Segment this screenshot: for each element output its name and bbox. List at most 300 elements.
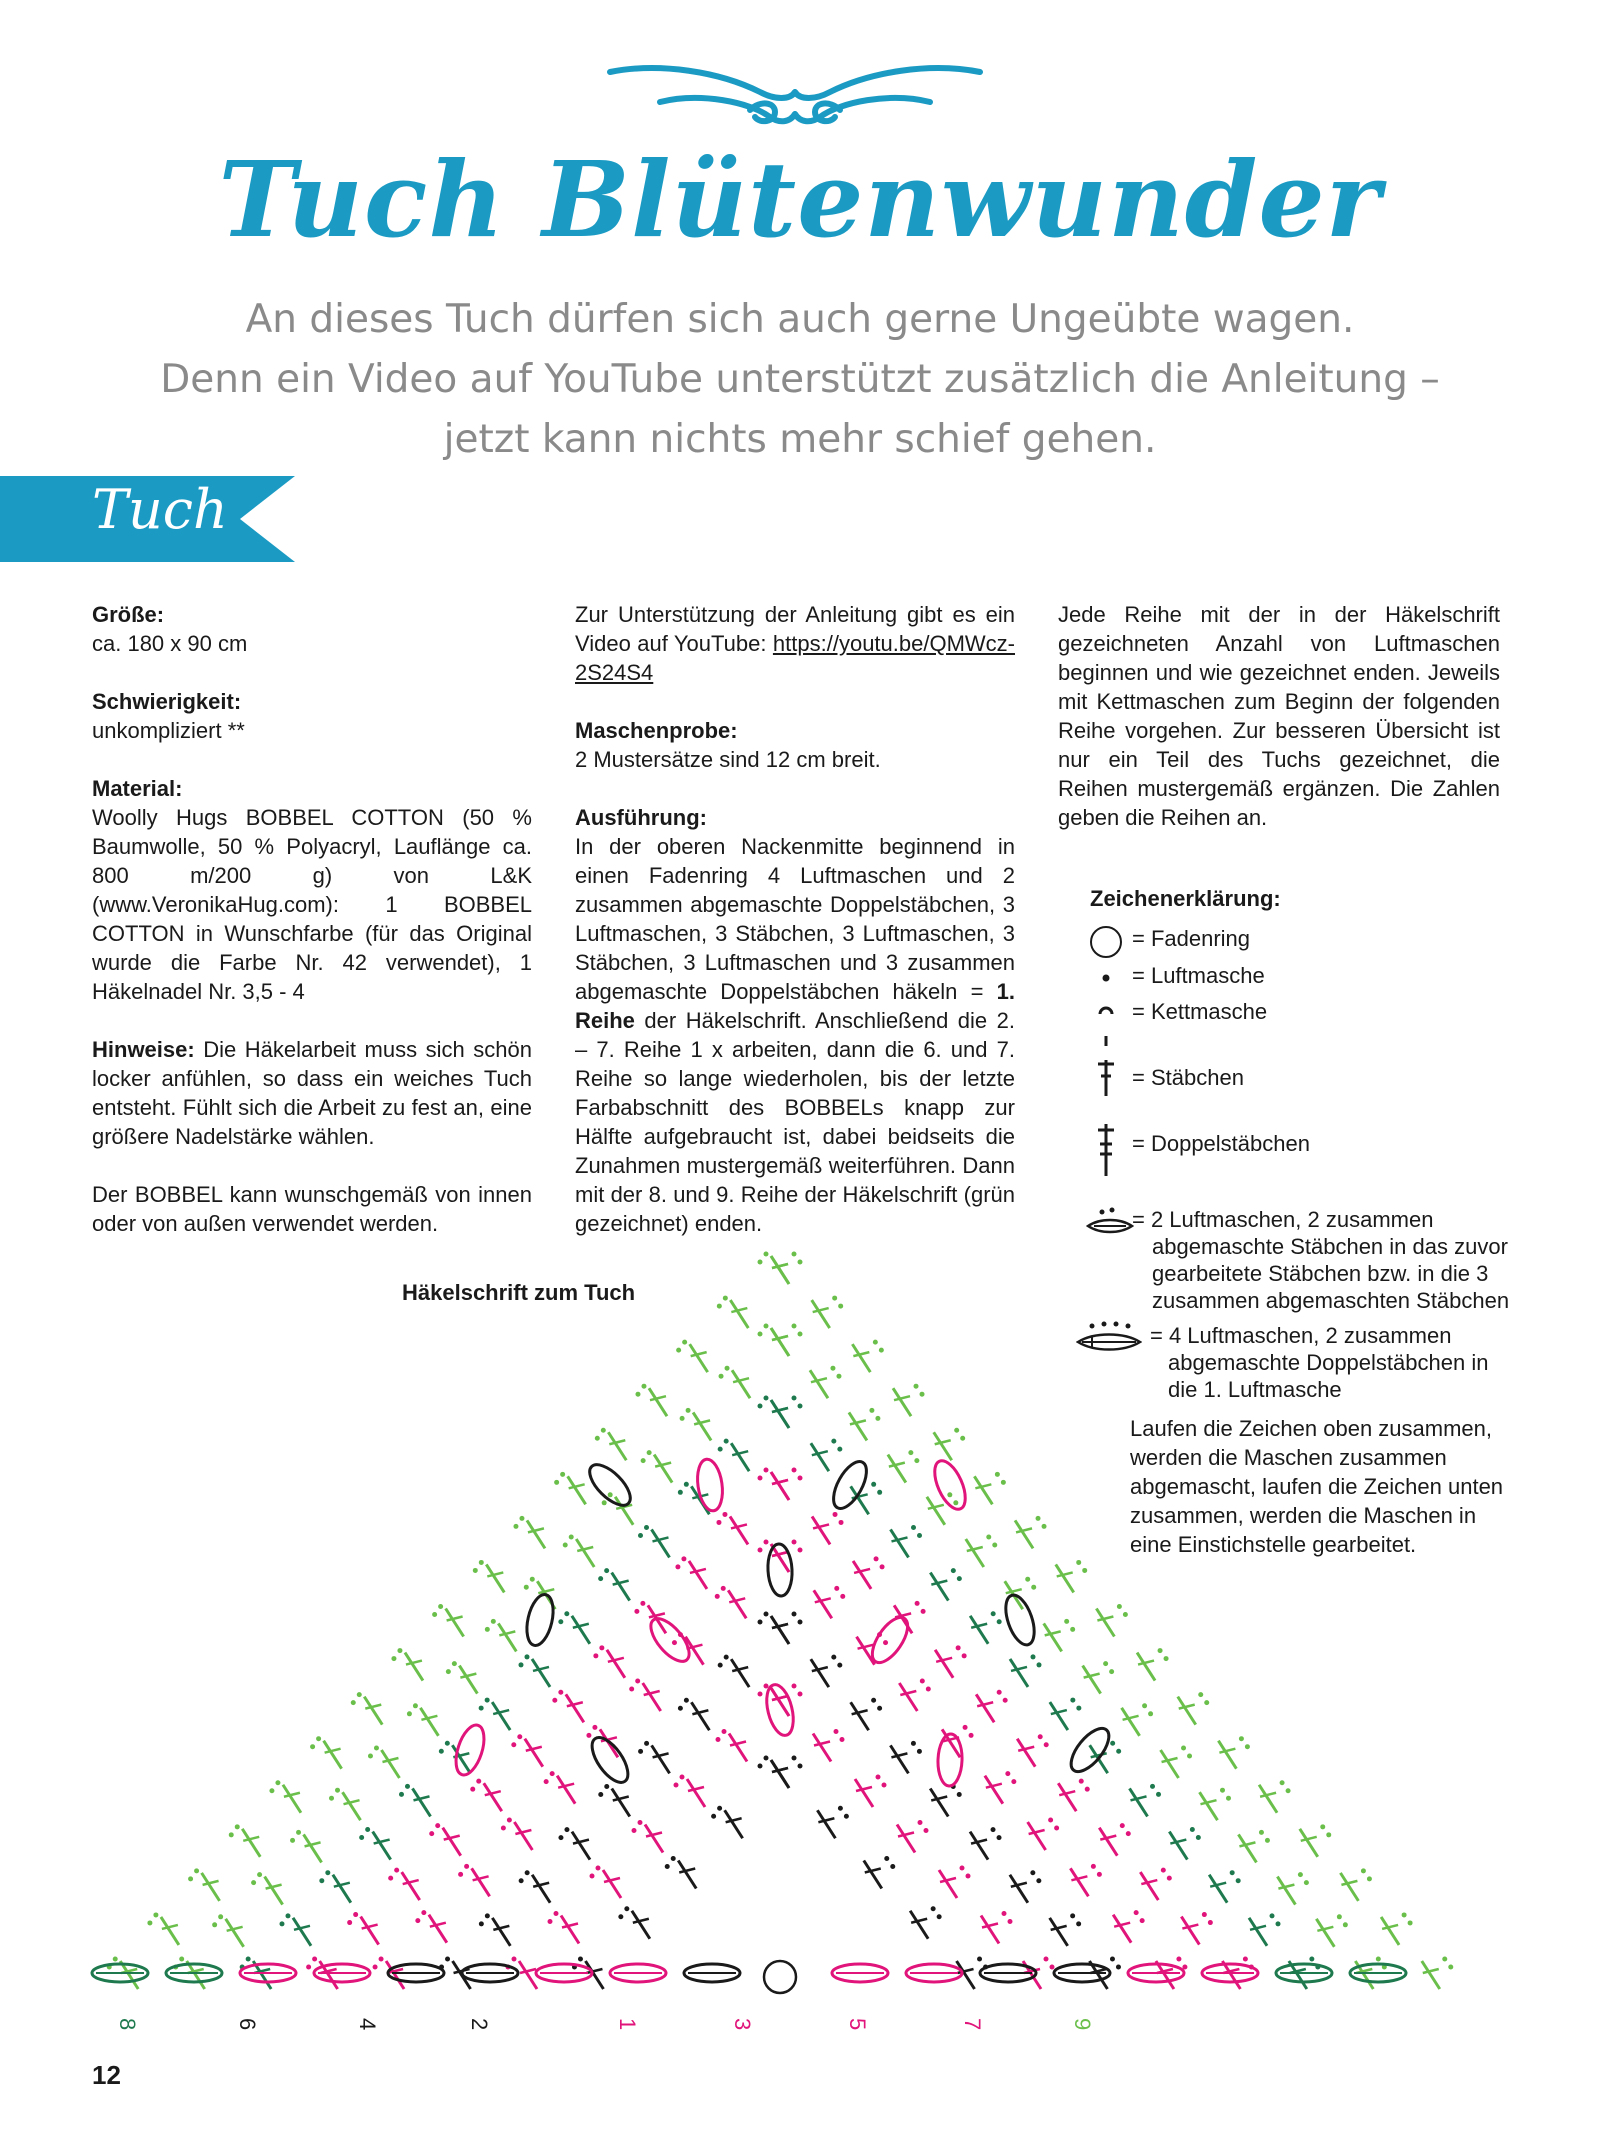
legend-label-chain: = Luftmasche: [1132, 963, 1265, 988]
chain-dot: [1286, 1788, 1291, 1793]
stitch-mark: [654, 1455, 672, 1483]
petal-cluster: [451, 1722, 490, 1779]
chain-dot: [1126, 1831, 1131, 1836]
chain-dot: [674, 1783, 679, 1788]
chain-dot: [764, 1324, 769, 1329]
chain-dot: [684, 1482, 689, 1487]
stitch-mark: [1218, 1741, 1236, 1769]
chain-dot: [485, 1913, 490, 1918]
chain-dot: [569, 1535, 574, 1540]
chain-dot: [758, 1764, 763, 1769]
chain-dot: [513, 1524, 518, 1529]
stitch-mark: [343, 1792, 361, 1820]
stitch-mark: [771, 1328, 789, 1356]
stitch-mark: [897, 1825, 915, 1853]
chain-dot: [724, 1655, 729, 1660]
chain-dot: [316, 1736, 321, 1741]
stitch-mark: [226, 1919, 244, 1947]
stitch-mark: [687, 1779, 705, 1807]
petal-cluster: [694, 1458, 725, 1513]
chain-dot: [595, 1436, 600, 1441]
stitch-mark: [645, 1825, 663, 1853]
chain-dot: [963, 1725, 968, 1730]
chain-dot: [479, 1706, 484, 1711]
stitch-mark: [1277, 1877, 1295, 1905]
chain-dot: [836, 1374, 841, 1379]
chain-dot: [558, 1690, 563, 1695]
chain-dot: [593, 1653, 598, 1658]
stitch-mark: [1010, 1875, 1028, 1903]
chain-dot: [960, 1436, 965, 1441]
ornament-flourish: [600, 62, 990, 132]
petal-cluster: [583, 1458, 637, 1512]
chain-dot: [512, 1957, 517, 1962]
chain-dot: [325, 1870, 330, 1875]
chain-dot: [1230, 1870, 1235, 1875]
chain-dot: [921, 1609, 926, 1614]
chain-dot: [1110, 1957, 1115, 1962]
chain-dot: [1110, 1741, 1115, 1746]
chain-dot: [1187, 1754, 1192, 1759]
chain-dot: [798, 1260, 803, 1265]
chain-dot: [1376, 1957, 1381, 1962]
stitch-mark: [853, 1561, 871, 1589]
chain-dot: [992, 1543, 997, 1548]
chain-dot: [296, 1830, 301, 1835]
stitch-mark: [689, 1561, 707, 1589]
chain-dot: [953, 1500, 958, 1505]
chain-dot: [1002, 1911, 1007, 1916]
execution-row-1: 1. Reihe: [575, 979, 1015, 1033]
stitch-mark: [1056, 1564, 1074, 1592]
chain-dot: [1117, 1604, 1122, 1609]
stitch-mark: [935, 1650, 953, 1678]
chain-dot: [675, 1564, 680, 1569]
stitch-mark: [1181, 1917, 1199, 1945]
stitch-mark: [572, 1832, 590, 1860]
chain-dot: [830, 1366, 835, 1371]
chain-dot: [329, 1796, 334, 1801]
chain-dot: [1220, 1788, 1225, 1793]
chain-dot: [113, 1957, 118, 1962]
stitch-mark: [930, 1789, 948, 1817]
subtitle-line: jetzt kann nichts mehr schief gehen.: [443, 417, 1157, 462]
chain-dot: [715, 1594, 720, 1599]
chain-dot: [1167, 1876, 1172, 1881]
chain-dot: [524, 1585, 529, 1590]
column-notes: [1058, 600, 1500, 861]
chain-dot: [435, 1823, 440, 1828]
chain-dot: [721, 1586, 726, 1591]
stitch-mark: [890, 1745, 908, 1773]
chain-dot: [564, 1827, 569, 1832]
chain-dot: [1070, 1913, 1075, 1918]
chain-dot: [246, 1957, 251, 1962]
chain-dot: [1001, 1480, 1006, 1485]
chain-dot: [179, 1957, 184, 1962]
stitch-mark: [566, 1694, 584, 1722]
stitch-mark: [731, 1443, 749, 1471]
legend-label-ring: = Fadenring: [1132, 926, 1251, 951]
chain-dot: [374, 1746, 379, 1751]
chain-dot: [1304, 1880, 1309, 1885]
chain-dot: [1276, 1921, 1281, 1926]
crochet-chart: [90, 1240, 1470, 2040]
video-link[interactable]: https://youtu.be/QMWcz-2S24S4: [575, 631, 1015, 685]
chain-dot: [1226, 1796, 1231, 1801]
row-number: 4: [355, 2018, 380, 2031]
chain-dot: [596, 1866, 601, 1871]
chain-dot: [1326, 1832, 1331, 1837]
chain-dot: [798, 1764, 803, 1769]
chain-dot: [335, 1788, 340, 1793]
stitch-mark: [484, 1783, 502, 1811]
stitch-mark: [731, 1659, 749, 1687]
chain-dot: [229, 1832, 234, 1837]
chain-dot: [792, 1756, 797, 1761]
chain-dot: [470, 1787, 475, 1792]
chain-dot: [682, 1340, 687, 1345]
chain-dot: [1176, 1957, 1181, 1962]
chain-dot: [476, 1779, 481, 1784]
stitch-mark: [725, 1810, 743, 1838]
chain-dot: [911, 1525, 916, 1530]
chain-dot: [871, 1482, 876, 1487]
stitch-mark: [525, 1739, 543, 1767]
stitch-mark: [265, 1877, 283, 1905]
chain-dot: [1085, 1787, 1090, 1792]
stitch-mark: [585, 1961, 603, 1989]
chain-dot: [458, 1872, 463, 1877]
magic-ring-icon: [1088, 922, 1132, 962]
chain-dot: [147, 1920, 152, 1925]
stitch-mark: [612, 1789, 630, 1817]
chain-dot: [578, 1957, 583, 1962]
stitch-mark: [1099, 1828, 1117, 1856]
stitch-mark: [532, 1875, 550, 1903]
stitch-mark: [813, 1734, 831, 1762]
subtitle-line: Denn ein Video auf YouTube unterstützt zusätzlich die Anleitung –: [160, 357, 1440, 402]
chain-dot: [558, 1835, 563, 1840]
stitch-mark: [242, 1829, 260, 1857]
chain-dot: [598, 1792, 603, 1797]
page-title: Tuch Blütenwunder: [218, 138, 1382, 261]
chain-dot: [1190, 1827, 1195, 1832]
stitch-mark: [985, 1776, 1003, 1804]
stitch-mark: [852, 1344, 870, 1372]
chain-dot: [394, 1868, 399, 1873]
chain-dot: [717, 1304, 722, 1309]
chain-dot: [711, 1814, 716, 1819]
chain-dot: [840, 1737, 845, 1742]
chain-dot: [725, 1366, 730, 1371]
chain-dot: [602, 1500, 607, 1505]
chain-dot: [485, 1698, 490, 1703]
video-text: Zur Unterstützung der Anleitung gibt es ein Video auf YouTube:: [575, 602, 1015, 656]
stitch-mark: [1161, 1750, 1179, 1778]
chain-dot: [877, 1706, 882, 1711]
chain-dot: [1236, 1878, 1241, 1883]
chain-dot: [1025, 1577, 1030, 1582]
chain-dot: [319, 1878, 324, 1883]
chain-dot: [1259, 1830, 1264, 1835]
chain-dot: [869, 1408, 874, 1413]
chain-dot: [1408, 1920, 1413, 1925]
chain-dot: [957, 1576, 962, 1581]
chain-dot: [1265, 1838, 1270, 1843]
chain-dot: [564, 1611, 569, 1616]
chain-dot: [590, 1874, 595, 1879]
chain-dot: [599, 1645, 604, 1650]
stitch-mark: [1422, 1961, 1440, 1989]
chain-dot: [446, 1669, 451, 1674]
stitch-mark: [1113, 1915, 1131, 1943]
chain-dot: [347, 1920, 352, 1925]
chain-dot: [638, 1533, 643, 1538]
legend-label-tr: = Doppelstäbchen: [1132, 1131, 1310, 1156]
chain-dot: [764, 1468, 769, 1473]
chain-dot: [445, 1957, 450, 1962]
stitch-mark: [891, 1529, 909, 1557]
chain-dot: [837, 1447, 842, 1452]
chain-dot: [718, 1663, 723, 1668]
chain-dot: [834, 1729, 839, 1734]
chain-dot: [1204, 1700, 1209, 1705]
column-materials: [92, 600, 532, 1267]
chain-dot: [1448, 1965, 1453, 1970]
stitch-mark: [855, 1779, 873, 1807]
chain-dot: [722, 1729, 727, 1734]
stitch-mark: [1083, 1666, 1101, 1694]
stitch-mark: [893, 1388, 911, 1416]
chain-dot: [908, 1450, 913, 1455]
petal-cluster: [866, 1612, 915, 1669]
chain-dot: [764, 1396, 769, 1401]
stitch-mark: [572, 1616, 590, 1644]
chain-dot: [644, 1741, 649, 1746]
stitch-mark: [1169, 1832, 1187, 1860]
chain-dot: [1076, 1560, 1081, 1565]
chain-dot: [680, 1416, 685, 1421]
stitch-mark: [381, 1750, 399, 1778]
chain-dot: [485, 1627, 490, 1632]
row-number: 5: [845, 2018, 870, 2031]
chain-dot: [798, 1548, 803, 1553]
chain-dot: [373, 1965, 378, 1970]
stitch-mark: [732, 1370, 750, 1398]
chain-dot: [399, 1792, 404, 1797]
chain-dot: [1239, 1736, 1244, 1741]
section-label: Tuch: [92, 478, 228, 541]
chain-dot: [632, 1828, 637, 1833]
chain-dot: [439, 1749, 444, 1754]
chain-dot: [1198, 1692, 1203, 1697]
chain-dot: [716, 1737, 721, 1742]
chain-dot: [986, 1535, 991, 1540]
chain-dot: [873, 1340, 878, 1345]
chain-dot: [592, 1725, 597, 1730]
chain-dot: [279, 1921, 284, 1926]
stitch-mark: [492, 1702, 510, 1730]
stitch-mark: [771, 1256, 789, 1284]
stitch-mark: [1178, 1697, 1196, 1725]
stitch-mark: [1249, 1918, 1267, 1946]
chain-dot: [1079, 1779, 1084, 1784]
chain-dot: [479, 1560, 484, 1565]
stitch-mark: [405, 1653, 423, 1681]
stitch-mark: [443, 1828, 461, 1856]
stitch-mark: [981, 1916, 999, 1944]
stitch-mark: [643, 1683, 661, 1711]
petal-cluster: [928, 1456, 971, 1513]
chain-dot: [518, 1662, 523, 1667]
chain-dot: [1161, 1868, 1166, 1873]
chain-dot: [678, 1490, 683, 1495]
chain-dot: [1343, 1922, 1348, 1927]
chain-dot: [684, 1698, 689, 1703]
chain-dot: [1037, 1662, 1042, 1667]
stitch-mark: [864, 1861, 882, 1889]
chain-dot: [1245, 1744, 1250, 1749]
chain-dot: [1298, 1872, 1303, 1877]
chain-dot: [550, 1771, 555, 1776]
stitch-mark: [888, 1455, 906, 1483]
chain-dot: [1097, 1872, 1102, 1877]
stitch-mark: [486, 1564, 504, 1592]
chain-dot: [792, 1468, 797, 1473]
chain-dot: [598, 1576, 603, 1581]
chain-dot: [1142, 1703, 1147, 1708]
stitch-mark: [519, 1961, 537, 1989]
chain-dot: [997, 1690, 1002, 1695]
stitch-mark: [957, 1961, 975, 1989]
stitch-mark: [1050, 1702, 1068, 1730]
chain-dot: [1048, 1818, 1053, 1823]
stitch-mark: [771, 1400, 789, 1428]
chain-dot: [717, 1806, 722, 1811]
chain-dot: [879, 1348, 884, 1353]
chain-dot: [407, 1711, 412, 1716]
chain-dot: [368, 1754, 373, 1759]
chain-dot: [871, 1698, 876, 1703]
chain-dot: [956, 1645, 961, 1650]
chain-dot: [758, 1404, 763, 1409]
chain-dot: [365, 1827, 370, 1832]
execution-heading: Ausführung:: [575, 805, 707, 830]
chain-dot: [1050, 1965, 1055, 1970]
chain-dot: [1031, 1585, 1036, 1590]
stitch-mark: [771, 1472, 789, 1500]
chain-dot: [1076, 1706, 1081, 1711]
chain-dot: [634, 1609, 639, 1614]
material-value: Woolly Hugs BOBBEL COTTON (50 % Baumwolle, 50 % Polyacryl, Lauflänge ca. 800 m/200 g) von L&K (www.VeronikaHug.com): 1 BOBBEL COTTON in Wunschfarbe (für das Original wurde die Farbe Nr. 42 verwendet), 1 Häkelnadel Nr. 3,5 - 4: [92, 805, 532, 1004]
chain-dot: [604, 1784, 609, 1789]
chain-dot: [1011, 1779, 1016, 1784]
chain-dot: [635, 1679, 640, 1684]
chain-dot: [153, 1912, 158, 1917]
stitch-mark: [1028, 1822, 1046, 1850]
stitch-mark: [728, 1590, 746, 1618]
chain-dot: [554, 1911, 559, 1916]
chain-dot: [951, 1568, 956, 1573]
cluster-2dc-icon: [1086, 1204, 1134, 1244]
legend-label-dc: = Stäbchen: [1132, 1065, 1244, 1090]
chain-dot: [792, 1396, 797, 1401]
chain-dot: [840, 1594, 845, 1599]
size-heading: Größe:: [92, 602, 165, 627]
stitch-mark: [652, 1745, 670, 1773]
chain-dot: [920, 1679, 925, 1684]
chain-dot: [1140, 1918, 1145, 1923]
chain-dot: [678, 1706, 683, 1711]
chain-dot: [991, 1827, 996, 1832]
chain-dot: [874, 1556, 879, 1561]
row-number: 7: [960, 2018, 985, 2031]
stitch-mark: [678, 1861, 696, 1889]
chain-dot: [792, 1324, 797, 1329]
chain-dot: [445, 1741, 450, 1746]
chain-stitch-icon: [1088, 958, 1132, 998]
stitch-mark: [817, 1810, 835, 1838]
stitch-mark: [364, 1697, 382, 1725]
stitch-mark: [1015, 1520, 1033, 1548]
row-number: 1: [615, 2018, 640, 2031]
double-crochet-icon: [1088, 1028, 1132, 1100]
chain-dot: [519, 1516, 524, 1521]
chain-dot: [1030, 1870, 1035, 1875]
stitch-mark: [810, 1370, 828, 1398]
chain-dot: [479, 1921, 484, 1926]
chain-dot: [1116, 1749, 1121, 1754]
stitch-mark: [812, 1300, 830, 1328]
chain-dot: [1036, 1516, 1041, 1521]
chain-dot: [1367, 1876, 1372, 1881]
chart-title: Häkelschrift zum Tuch: [402, 1280, 636, 1305]
chain-dot: [1270, 1913, 1275, 1918]
chain-dot: [798, 1476, 803, 1481]
chain-dot: [960, 1866, 965, 1871]
chain-dot: [686, 1408, 691, 1413]
chain-dot: [1054, 1826, 1059, 1831]
stitch-mark: [202, 1873, 220, 1901]
notes-heading: Hinweise:: [92, 1037, 195, 1062]
chain-dot: [1064, 1619, 1069, 1624]
legend-label-cluster-dc: = 2 Luftmaschen, 2 zusammen abgemaschte Stäbchen in das zuvor gearbeitete Stäbchen bzw. in die 3 zusammen abgemaschten Stäbchen: [1132, 1207, 1510, 1313]
stitch-mark: [492, 1918, 510, 1946]
chain-dot: [877, 1490, 882, 1495]
chain-dot: [764, 1540, 769, 1545]
chain-dot: [764, 1684, 769, 1689]
gauge-value: 2 Mustersätze sind 12 cm breit.: [575, 747, 881, 772]
chain-dot: [1442, 1957, 1447, 1962]
stitch-mark: [612, 1573, 630, 1601]
chain-dot: [1044, 1742, 1049, 1747]
chain-dot: [525, 1870, 530, 1875]
stitch-mark: [1259, 1785, 1277, 1813]
chain-dot: [501, 1826, 506, 1831]
chain-dot: [834, 1586, 839, 1591]
chain-dot: [310, 1744, 315, 1749]
chain-dot: [838, 1304, 843, 1309]
stitch-mark: [557, 1776, 575, 1804]
chain-dot: [966, 1874, 971, 1879]
chain-dot: [194, 1868, 199, 1873]
chain-dot: [388, 1876, 393, 1881]
chain-dot: [882, 1783, 887, 1788]
chain-dot: [530, 1577, 535, 1582]
chain-dot: [917, 1749, 922, 1754]
chain-dot: [1070, 1698, 1075, 1703]
